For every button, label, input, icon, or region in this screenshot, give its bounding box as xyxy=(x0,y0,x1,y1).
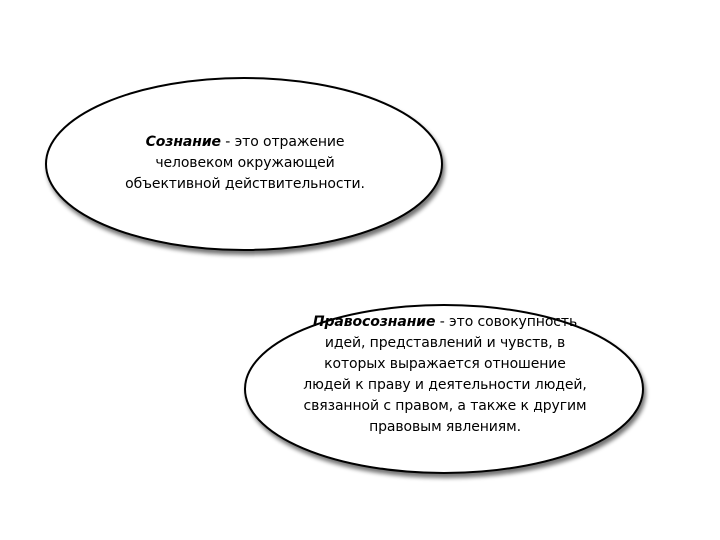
node-text-consciousness xyxy=(110,132,380,195)
term-consciousness: Сознание xyxy=(145,134,221,150)
node-text-legal-consciousness xyxy=(300,312,590,438)
definition-legal-consciousness: - это совокупность идей, представлений и чувств, в которых выражается отношение людей к праву и деятельности людей, связанной с правом, а также к другим правовым явлениям. xyxy=(303,314,587,435)
term-legal-consciousness: Правосознание xyxy=(312,314,436,330)
definition-consciousness: - это отражение человеком окружающей объективной действительности. xyxy=(125,134,365,192)
